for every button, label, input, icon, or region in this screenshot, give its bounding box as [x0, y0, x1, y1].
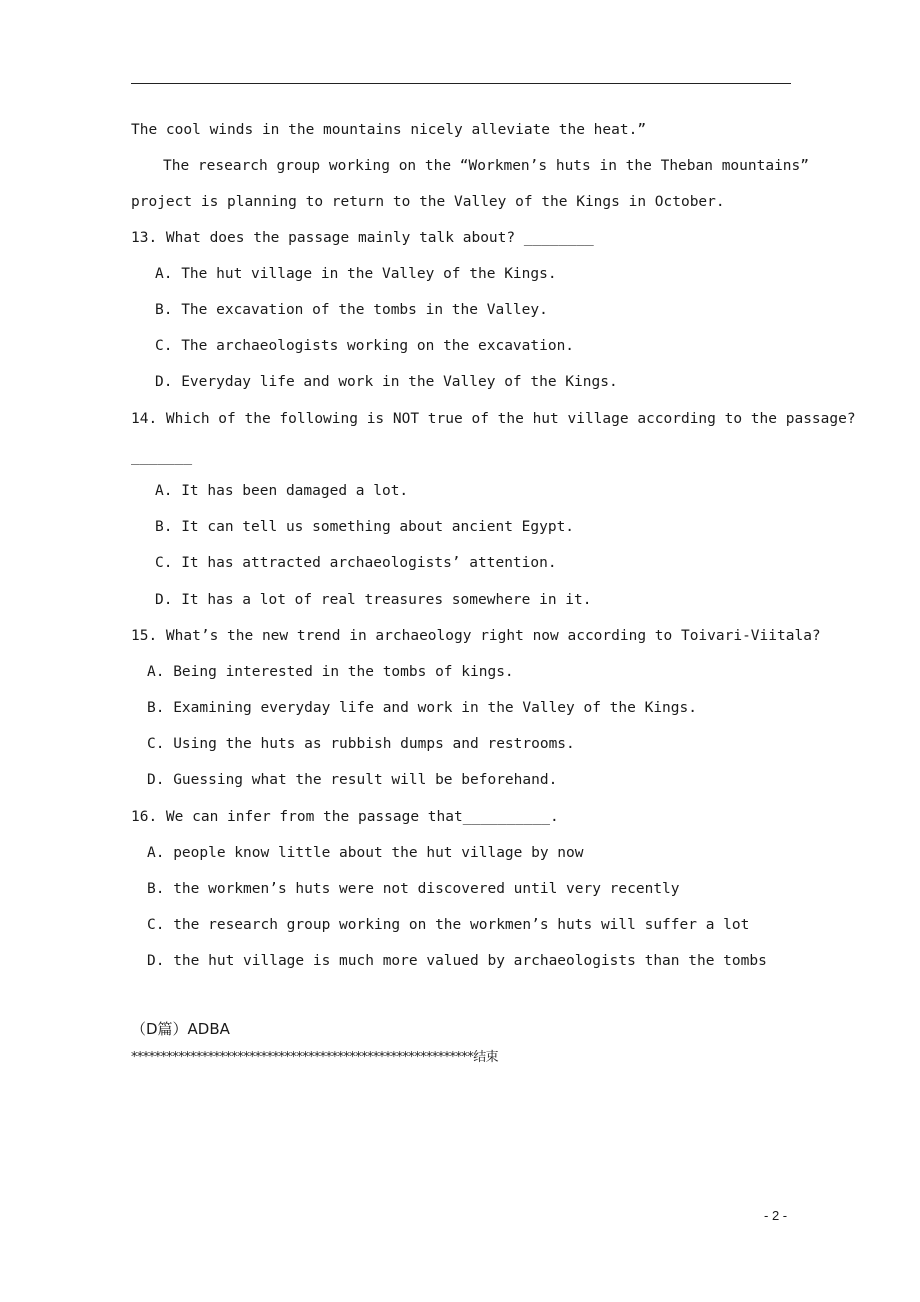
question-15-option-a: A. Being interested in the tombs of kings. [147, 664, 514, 680]
passage-line: project is planning to return to the Valley of the Kings in October. [131, 194, 725, 210]
question-13-option-b: B. The excavation of the tombs in the Valley. [155, 302, 548, 318]
question-16-option-c: C. the research group working on the workmen’s huts will suffer a lot [147, 917, 750, 933]
question-15-option-b: B. Examining everyday life and work in the Valley of the Kings. [147, 700, 697, 716]
question-14-option-a: A. It has been damaged a lot. [155, 483, 409, 499]
passage-line: The research group working on the “Workmen’s huts in the Theban mountains” [163, 158, 810, 174]
passage-line: The cool winds in the mountains nicely alleviate the heat.” [131, 122, 647, 138]
question-15-option-d: D. Guessing what the result will be beforehand. [147, 772, 558, 788]
question-16-option-d: D. the hut village is much more valued by archaeologists than the tombs [147, 953, 767, 969]
question-14-option-d: D. It has a lot of real treasures somewhere in it. [155, 592, 592, 608]
question-14-option-b: B. It can tell us something about ancient Egypt. [155, 519, 575, 535]
question-13-stem: 13. What does the passage mainly talk about? ________ [131, 230, 594, 246]
answer-key: （D篇）ADBA [131, 1020, 230, 1038]
end-marker: **********************************************************结束 [131, 1050, 499, 1065]
header-rule [131, 83, 791, 84]
question-14-stem: 14. Which of the following is NOT true of the hut village according to the passage? [131, 411, 856, 427]
question-15-option-c: C. Using the huts as rubbish dumps and restrooms. [147, 736, 575, 752]
question-15-stem: 15. What’s the new trend in archaeology right now according to Toivari-Viitala? [131, 628, 821, 644]
question-13-option-d: D. Everyday life and work in the Valley of the Kings. [155, 374, 618, 390]
question-16-stem: 16. We can infer from the passage that__________. [131, 809, 559, 825]
question-13-option-c: C. The archaeologists working on the excavation. [155, 338, 575, 354]
page-number: - 2 - [764, 1208, 788, 1223]
question-16-option-a: A. people know little about the hut village by now [147, 845, 584, 861]
question-14-option-c: C. It has attracted archaeologists’ attention. [155, 555, 557, 571]
question-16-option-b: B. the workmen’s huts were not discovered until very recently [147, 881, 680, 897]
question-14-blank: _______ [131, 449, 193, 465]
question-13-option-a: A. The hut village in the Valley of the Kings. [155, 266, 557, 282]
